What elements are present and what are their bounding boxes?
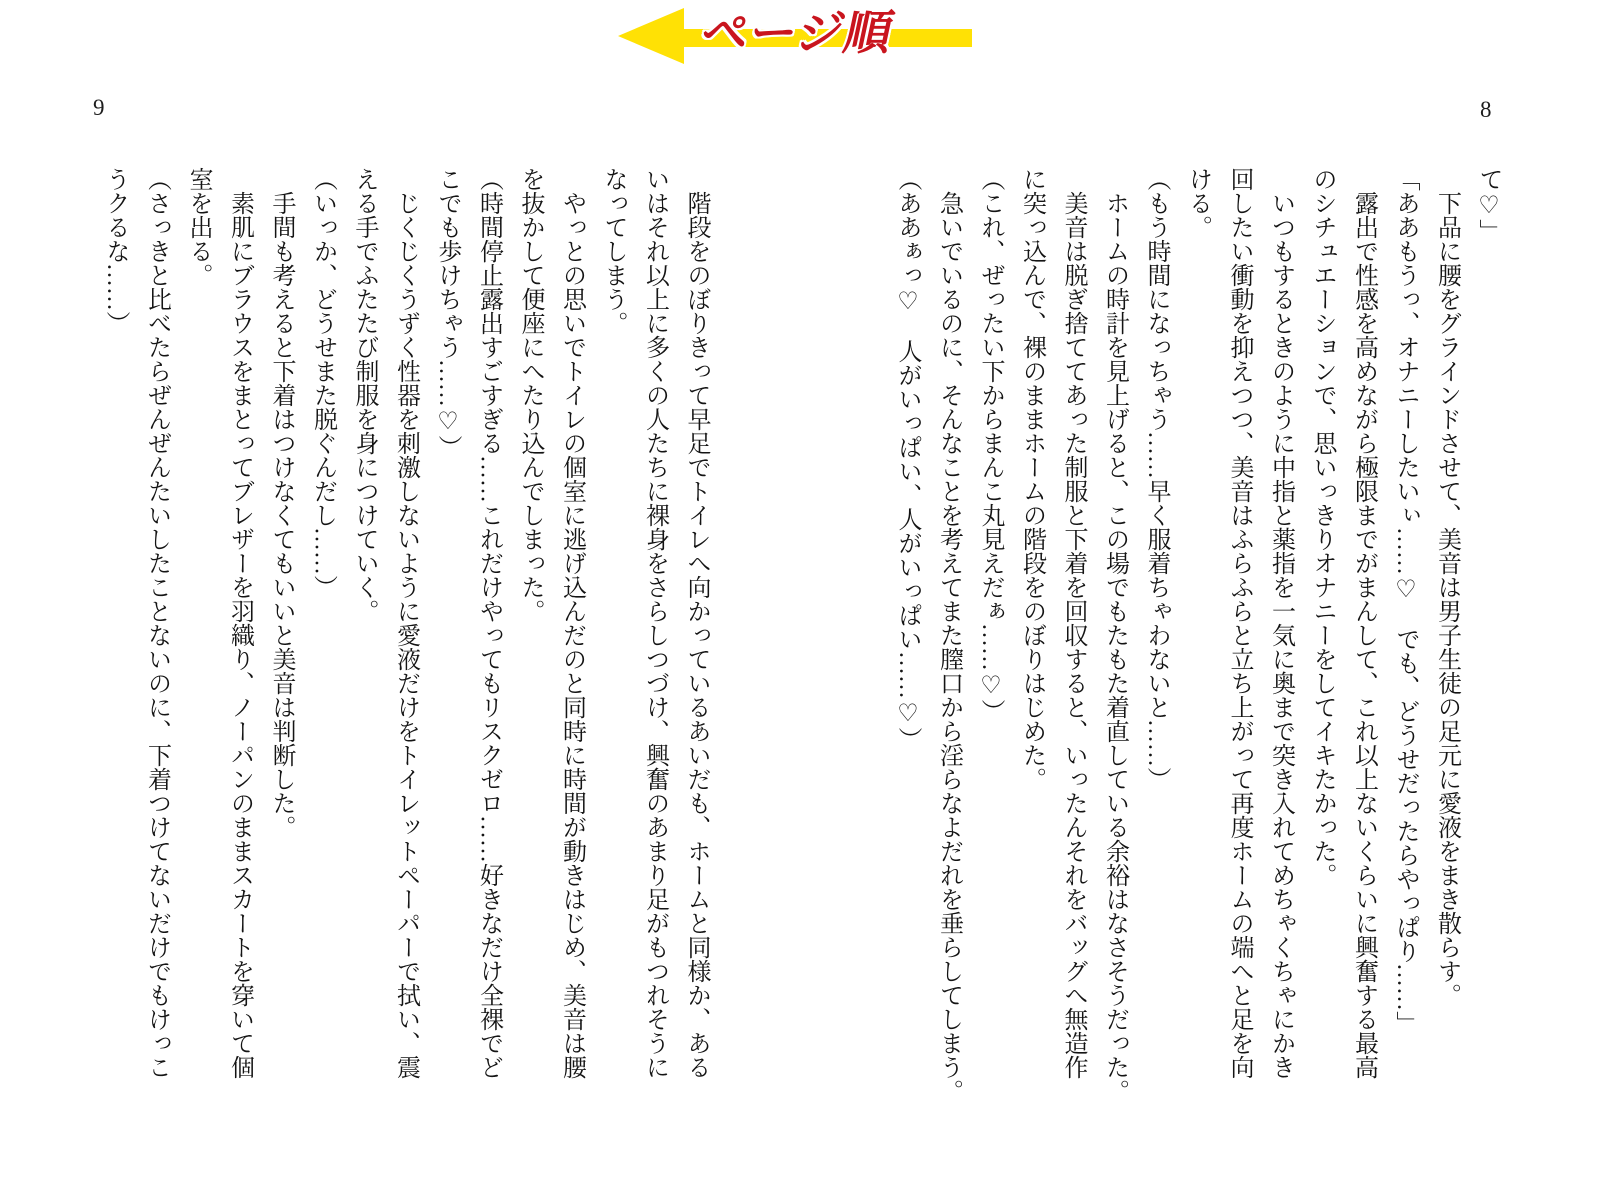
text-column: やっとの思いでトイレの個室に逃げ込んだのと同時に時間が動きはじめ、美音は腰 <box>558 167 585 1079</box>
text-column: ける。 <box>1184 167 1211 239</box>
text-column: を抜かして便座にへたり込んでしまった。 <box>517 167 543 623</box>
text-column: じくじくうずく性器を刺激しないように愛液だけをトイレットペーパーで拭い、震 <box>392 167 419 1079</box>
text-column: （ああぁっ♡ 人がいっぱい、人がいっぱい……♡） <box>894 167 920 751</box>
text-column: （これ、ぜったい下からまんこ丸見えだぁ……♡） <box>977 167 1003 723</box>
text-column: 「ああもうっ、オナニーしたいぃ……♡ でも、どうせだったらやっぱり……」 <box>1392 167 1418 1035</box>
text-column: 回したい衝動を抑えつつ、美音はふらふらと立ち上がって再度ホームの端へと足を向 <box>1226 167 1252 1079</box>
text-column: のシチュエーションで、思いっきりオナニーをしてイキたかった。 <box>1309 167 1335 887</box>
text-column: いつもするときのように中指と薬指を一気に奥まで突き入れてめちゃくちゃにかき <box>1267 167 1294 1079</box>
text-column: なってしまう。 <box>600 167 626 335</box>
text-column: 露出で性感を高めながら極限までがまんして、これ以上ないくらいに興奮する最高 <box>1350 167 1377 1079</box>
text-column: 素肌にブラウスをまとってブレザーを羽織り、ノーパンのままスカートを穿いて個 <box>226 167 253 1079</box>
text-column: える手でふたたび制服を身につけていく。 <box>351 167 377 623</box>
text-column: 室を出る。 <box>185 167 211 287</box>
left-arrow-icon <box>618 8 684 64</box>
text-column: に突っ込んで、裸のままホームの階段をのぼりはじめた。 <box>1018 167 1045 791</box>
text-column: て♡」 <box>1475 167 1501 243</box>
page-8 <box>884 167 1508 1172</box>
page-number-9: 9 <box>93 95 105 120</box>
text-column: 急いでいるのに、そんなことを考えてまた膣口から淫らなよだれを垂らしてしまう。 <box>935 167 962 1103</box>
page-order-label: ページ順 <box>696 6 899 59</box>
text-column: （いっか、どうせまた脱ぐんだし……） <box>309 167 336 599</box>
text-column: ホームの時計を見上げると、この場でもたもた着直している余裕はなさそうだった。 <box>1101 167 1128 1103</box>
text-column: 手間も考えると下着はつけなくてもいいと美音は判断した。 <box>268 167 294 839</box>
page-9 <box>92 167 716 1172</box>
text-column: いはそれ以上に多くの人たちに裸身をさらしつづけ、興奮のあまり足がもつれそうに <box>641 167 668 1079</box>
text-column: （さっきと比べたらぜんぜんたいしたことないのに、下着つけてないだけでもけっこ <box>143 167 170 1079</box>
page-order-banner <box>618 5 978 67</box>
text-column: うクるな……） <box>102 167 128 335</box>
text-column: （時間停止露出すごすぎる……これだけやってもリスクゼロ……好きなだけ全裸でど <box>475 167 502 1079</box>
text-column: （もう時間になっちゃう……早く服着ちゃわないと……） <box>1143 167 1169 791</box>
text-column: こでも歩けちゃう……♡） <box>434 167 460 459</box>
text-column: 階段をのぼりきって早足でトイレへ向かっているあいだも、ホームと同様か、ある <box>683 167 709 1079</box>
page-number-8: 8 <box>1480 97 1492 122</box>
text-column: 美音は脱ぎ捨ててあった制服と下着を回収すると、いったんそれをバッグへ無造作 <box>1060 167 1086 1079</box>
text-column: 下品に腰をグラインドさせて、美音は男子生徒の足元に愛液をまき散らす。 <box>1433 167 1460 1007</box>
